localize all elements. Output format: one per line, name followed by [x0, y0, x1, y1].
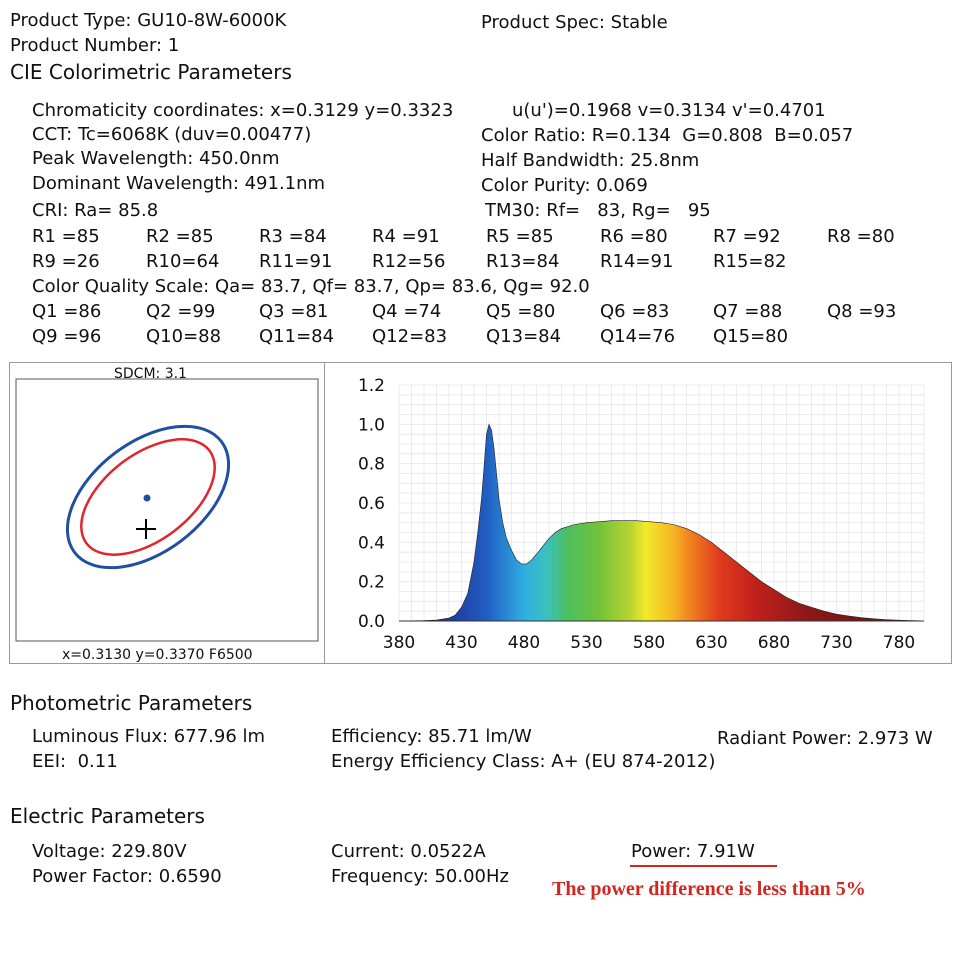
x-tick-label: 580 — [632, 633, 666, 653]
current: Current: 0.0522A — [331, 841, 486, 862]
product-spec: Product Spec: Stable — [481, 12, 668, 33]
q-value: Q14=76 — [600, 326, 676, 347]
product-number: Product Number: 1 — [10, 35, 180, 56]
y-tick-label: 0.6 — [357, 494, 385, 514]
eei: EEI: 0.11 — [32, 751, 118, 772]
sdcm-label: SDCM: 3.1 — [114, 366, 187, 382]
color-purity: Color Purity: 0.069 — [481, 175, 648, 196]
r-value: R13=84 — [486, 251, 560, 272]
radiant-power: Radiant Power: 2.973 W — [717, 728, 933, 749]
y-tick-label: 0.4 — [357, 533, 385, 554]
x-tick-label: 730 — [820, 633, 853, 653]
sdcm-ellipse-plot — [10, 363, 324, 663]
q-value: Q4 =74 — [372, 301, 442, 322]
photometric-section-title: Photometric Parameters — [10, 691, 253, 715]
x-tick-label: 630 — [695, 633, 728, 653]
r-value: R2 =85 — [146, 226, 214, 247]
power-factor: Power Factor: 0.6590 — [32, 866, 222, 887]
r-value: R1 =85 — [32, 226, 100, 247]
tm30: TM30: Rf= 83, Rg= 95 — [485, 200, 711, 221]
power-difference-note: The power difference is less than 5% — [552, 878, 866, 900]
frequency: Frequency: 50.00Hz — [331, 866, 509, 887]
r-value: R5 =85 — [486, 226, 554, 247]
r-value: R8 =80 — [827, 226, 895, 247]
r-value: R3 =84 — [259, 226, 327, 247]
q-value: Q10=88 — [146, 326, 222, 347]
q-value: Q6 =83 — [600, 301, 670, 322]
x-tick-label: 780 — [882, 633, 916, 653]
r-value: R15=82 — [713, 251, 787, 272]
y-tick-label: 0.8 — [357, 454, 385, 475]
r-value: R14=91 — [600, 251, 674, 272]
q-value: Q9 =96 — [32, 326, 102, 347]
spectrum-chart — [325, 363, 951, 663]
spectrum-panel — [324, 362, 952, 664]
q-value: Q15=80 — [713, 326, 789, 347]
y-tick-label: 1.0 — [357, 415, 385, 436]
r-value: R6 =80 — [600, 226, 668, 247]
q-value: Q13=84 — [486, 326, 562, 347]
r-value: R9 =26 — [32, 251, 100, 272]
q-value: Q11=84 — [259, 326, 335, 347]
measured-point — [144, 495, 151, 502]
y-tick-label: 0.2 — [357, 572, 385, 593]
color-quality-scale: Color Quality Scale: Qa= 83.7, Qf= 83.7, Qp= 83.6, Qg= 92.0 — [32, 276, 590, 297]
q-value: Q1 =86 — [32, 301, 102, 322]
q-value: Q5 =80 — [486, 301, 556, 322]
sdcm-panel — [9, 362, 325, 664]
q-value: Q3 =81 — [259, 301, 329, 322]
r-value: R7 =92 — [713, 226, 781, 247]
color-ratio: Color Ratio: R=0.134 G=0.808 B=0.057 — [481, 125, 854, 146]
efficiency: Efficiency: 85.71 lm/W — [331, 726, 532, 747]
luminous-flux: Luminous Flux: 677.96 lm — [32, 726, 266, 747]
cct: CCT: Tc=6068K (duv=0.00477) — [32, 124, 312, 145]
cri: CRI: Ra= 85.8 — [32, 200, 159, 221]
cie-section-title: CIE Colorimetric Parameters — [10, 60, 292, 84]
dominant-wavelength: Dominant Wavelength: 491.1nm — [32, 173, 326, 194]
chromaticity-coordinates: Chromaticity coordinates: x=0.3129 y=0.3323 — [32, 100, 454, 121]
power: Power: 7.91W — [631, 841, 755, 862]
q-value: Q2 =99 — [146, 301, 216, 322]
x-tick-label: 380 — [382, 633, 416, 653]
x-tick-label: 530 — [570, 633, 603, 653]
x-tick-label: 480 — [507, 633, 541, 653]
q-value: Q8 =93 — [827, 301, 897, 322]
y-tick-label: 1.2 — [357, 376, 385, 396]
r-value: R12=56 — [372, 251, 446, 272]
electric-section-title: Electric Parameters — [10, 804, 205, 828]
q-value: Q12=83 — [372, 326, 448, 347]
product-type: Product Type: GU10-8W-6000K — [10, 10, 287, 31]
q-value: Q7 =88 — [713, 301, 783, 322]
x-tick-label: 680 — [757, 633, 791, 653]
sdcm-footer: x=0.3130 y=0.3370 F6500 — [62, 647, 253, 663]
y-tick-label: 0.0 — [357, 612, 385, 632]
energy-efficiency-class: Energy Efficiency Class: A+ (EU 874-2012) — [331, 751, 716, 772]
x-tick-label: 430 — [445, 633, 478, 653]
half-bandwidth: Half Bandwidth: 25.8nm — [481, 150, 700, 171]
r-value: R4 =91 — [372, 226, 440, 247]
sdcm-plot-frame — [16, 379, 318, 641]
r-value: R10=64 — [146, 251, 220, 272]
voltage: Voltage: 229.80V — [32, 841, 187, 862]
peak-wavelength: Peak Wavelength: 450.0nm — [32, 148, 280, 169]
uv-coordinates: u(u')=0.1968 v=0.3134 v'=0.4701 — [512, 100, 826, 121]
r-value: R11=91 — [259, 251, 333, 272]
power-underline — [630, 865, 777, 867]
